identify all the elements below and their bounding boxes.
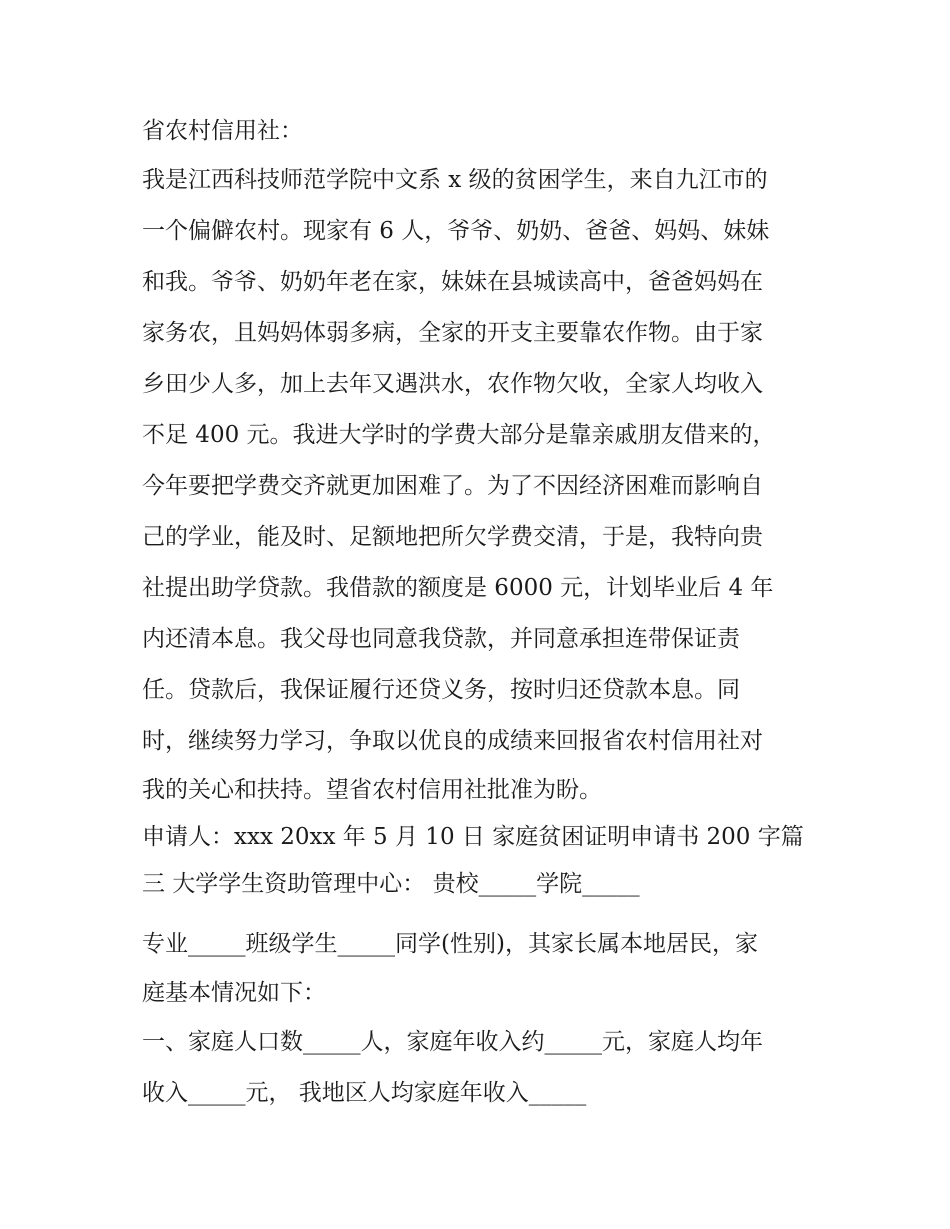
text-line-8: 己的学业，能及时、足额地把所欠学费交清，于是，我特向贵 bbox=[142, 524, 763, 550]
text-line-10: 内还清本息。我父母也同意我贷款，并同意承担连带保证责 bbox=[142, 626, 740, 652]
applicant-line: 申请人：xxx 20xx 年 5 月 10 日 家庭贫困证明申请书 200 字篇 bbox=[142, 824, 804, 850]
text-line-3: 和我。爷爷、奶奶年老在家，妹妹在县城读高中，爸爸妈妈在 bbox=[142, 269, 763, 295]
text-line-2: 一个偏僻农村。现家有 6 人，爷爷、奶奶、爸爸、妈妈、妹妹 bbox=[142, 218, 770, 244]
text-line-12: 时，继续努力学习，争取以优良的成绩来回报省农村信用社对 bbox=[142, 728, 763, 754]
text-line-19: 收入_____元， 我地区人均家庭年收入_____ bbox=[142, 1080, 587, 1106]
text-line-17: 庭基本情况如下： bbox=[142, 980, 326, 1006]
text-line-11: 任。贷款后，我保证履行还贷义务，按时归还贷款本息。同 bbox=[142, 677, 740, 703]
salutation-line: 省农村信用社： bbox=[142, 118, 303, 144]
text-line-9: 社提出助学贷款。我借款的额度是 6000 元，计划毕业后 4 年 bbox=[142, 575, 774, 601]
text-line-6: 不足 400 元。我进大学时的学费大部分是靠亲戚朋友借来的， bbox=[142, 422, 776, 448]
text-line-4: 家务农，且妈妈体弱多病，全家的开支主要靠农作物。由于家 bbox=[142, 320, 763, 346]
text-line-13: 我的关心和扶持。望省农村信用社批准为盼。 bbox=[142, 777, 602, 803]
text-line-7: 今年要把学费交齐就更加困难了。为了不因经济困难而影响自 bbox=[142, 473, 763, 499]
section-three-line: 三 大学学生资助管理中心： 贵校_____学院_____ bbox=[142, 871, 640, 897]
text-line-16: 专业_____班级学生_____同学(性别)，其家长属本地居民，家 bbox=[142, 931, 758, 957]
text-line-18: 一、家庭人口数_____人，家庭年收入约_____元，家庭人均年 bbox=[142, 1029, 763, 1055]
text-line-1: 我是江西科技师范学院中文系 x 级的贫困学生，来自九江市的 bbox=[142, 167, 768, 193]
text-line-5: 乡田少人多，加上去年又遇洪水，农作物欠收，全家人均收入 bbox=[142, 371, 763, 397]
document-body bbox=[142, 108, 822, 1119]
